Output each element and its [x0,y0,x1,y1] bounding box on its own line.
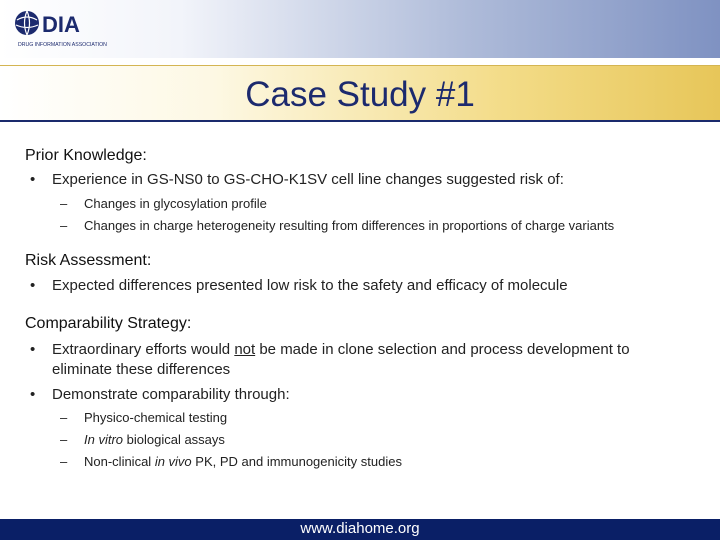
footer-bar [0,519,720,540]
bullet-marker: • [30,171,36,188]
section-heading-prior-knowledge: Prior Knowledge: [25,147,147,164]
bullet-text: Expected differences presented low risk to the safety and efficacy of molecule [52,277,568,294]
slide-title: Case Study #1 [245,75,475,114]
dash-marker: – [60,454,68,469]
bullet-text: Extraordinary efforts would not be made in clone selection and process development to [52,341,630,358]
dash-marker: – [60,218,68,233]
sub-bullet-text: In vitro biological assays [84,432,225,447]
dash-marker: – [60,196,68,211]
title-band-bottom-rule [0,120,720,122]
bullet-text-continued: eliminate these differences [52,361,231,378]
bullet-marker: • [30,341,36,358]
sub-bullet-text: Changes in glycosylation profile [84,196,267,211]
logo-wordmark: DIA [42,12,80,37]
sub-bullet-text: Non-clinical in vivo PK, PD and immunogenicity studies [84,454,402,469]
bullet-text: Demonstrate comparability through: [52,386,290,403]
sub-bullet-text: Physico-chemical testing [84,410,228,425]
bullet-marker: • [30,386,36,403]
section-heading-comparability-strategy: Comparability Strategy: [25,315,192,332]
dia-logo [14,8,110,50]
logo-subtitle: DRUG INFORMATION ASSOCIATION [18,42,107,48]
footer-url-link[interactable]: www.diahome.org [300,520,420,537]
section-heading-risk-assessment: Risk Assessment: [25,252,152,269]
bullet-text: Experience in GS-NS0 to GS-CHO-K1SV cell line changes suggested risk of: [52,171,564,188]
title-band-top-rule [0,65,720,66]
bullet-marker: • [30,277,36,294]
header-band [0,0,720,58]
dash-marker: – [60,410,68,425]
dash-marker: – [60,432,68,447]
sub-bullet-text: Changes in charge heterogeneity resulting from differences in proportions of charge variants [84,218,615,233]
underlined-word: not [234,341,256,358]
